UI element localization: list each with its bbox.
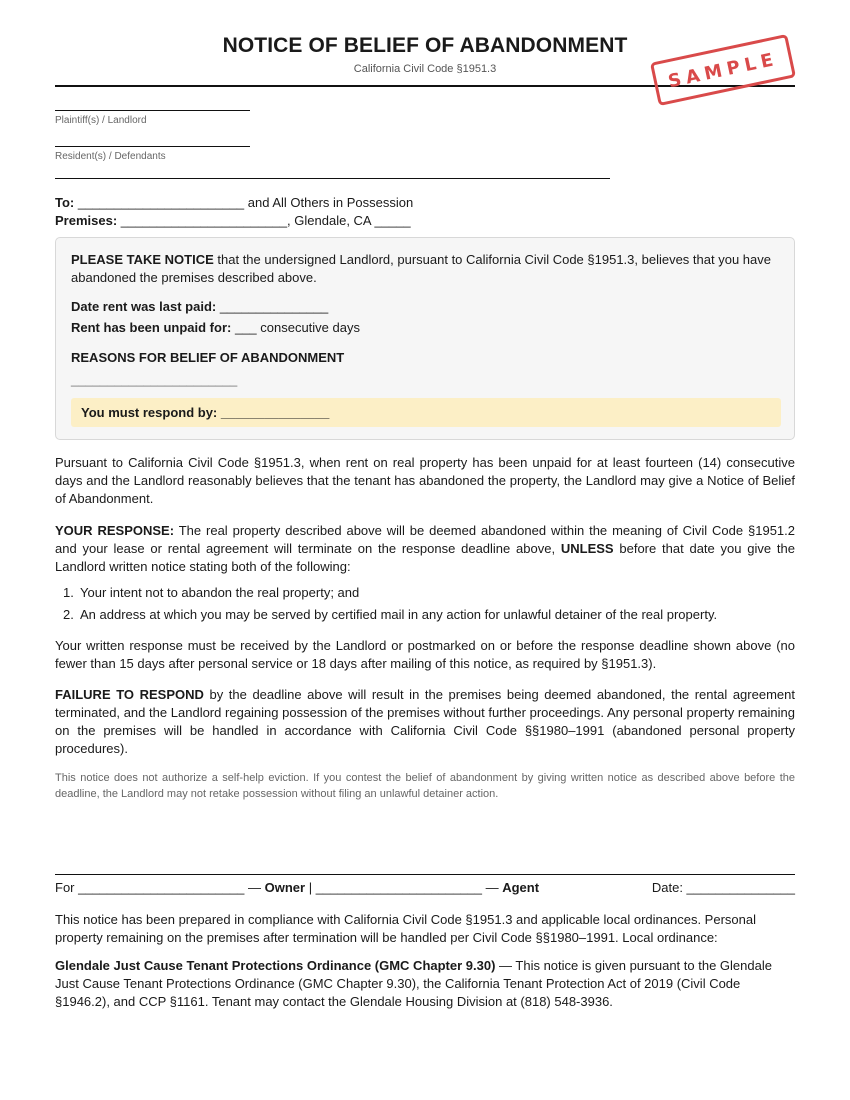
premises-value: _______________________, Glendale, CA _____: [117, 213, 411, 228]
intro-paragraph: Pursuant to California Civil Code §1951.3, when rent on real property has been unpaid for at least fourteen (14) consecutive days and the Landlord reasonably believes that the tenant has abandoned the property, the Landlord may give a Notice of Belief of Abandonment.: [55, 455, 795, 506]
your-response-bold: YOUR RESPONSE:: [55, 523, 175, 538]
plaintiff-line: [55, 110, 250, 111]
ordinance-text: — This notice is given pursuant to the Glendale Just Cause Tenant Protections Ordinance (GMC Chapter 9.30), the California Tenant Protection Act of 2019 (Civil Code §1946.2), and CCP §1161. Tenant may contact the Glendale Housing Division at (818) 548-3936.: [55, 958, 772, 1009]
list-item-text: Your intent not to abandon the real property; and: [80, 585, 360, 600]
failure-text: by the deadline above will result in the premises being deemed abandoned, the rental agreement terminated, and the Landlord regaining possession of the premises without further proceedings. Any personal property remaining on the premises will be handled in accordance with California Civil Code §§1980–1991 (abandoned personal property procedures).: [55, 687, 795, 756]
list-item-text: An address at which you may be served by certified mail in any action for unlawful detainer of the real property.: [80, 607, 718, 622]
reasons-heading: REASONS FOR BELIEF OF ABANDONMENT: [71, 350, 345, 365]
signature-date: Date: _______________: [651, 880, 795, 895]
signature-divider: [55, 874, 795, 875]
to-value: _______________________ and All Others in Possession: [74, 195, 414, 210]
premises-line: [55, 213, 411, 229]
date-last-paid: [71, 298, 781, 316]
signature-separator: | _______________________ —: [305, 880, 503, 895]
to-label: To:: [55, 195, 75, 210]
response-requirements-list: [55, 584, 795, 628]
list-item: [55, 584, 795, 602]
respond-by-banner: You must respond by: _______________: [71, 398, 781, 427]
ordinance-paragraph: [55, 957, 795, 1011]
caption-divider: [55, 178, 610, 179]
rent-unpaid-value: ___ consecutive days: [231, 320, 360, 335]
disclaimer-note: This notice does not authorize a self-help eviction. If you contest the belief of abandonment by giving written notice as described above before the deadline, the Landlord may not retake possession without filing an unlawful detainer action.: [55, 772, 795, 800]
please-take-notice: [71, 251, 781, 287]
notice-box: [55, 237, 795, 440]
signature-agent: Agent: [502, 880, 540, 895]
signature-for: For _______________________ —: [55, 880, 265, 895]
written-response-paragraph: Your written response must be received by the Landlord or postmarked on or before the response deadline shown above (no fewer than 15 days after personal service or 18 days after mailing of this notice, as required by §1951.3).: [55, 638, 795, 671]
resident-label: Resident(s) / Defendants: [55, 151, 166, 162]
page-title: NOTICE OF BELIEF OF ABANDONMENT: [222, 34, 628, 57]
date-last-paid-blank: _______________: [216, 299, 329, 314]
signature-owner: Owner: [264, 880, 306, 895]
your-response-paragraph: [55, 522, 795, 576]
failure-bold: FAILURE TO RESPOND: [55, 687, 204, 702]
your-response-text-2: before that date you give the Landlord written notice stating both of the following:: [55, 541, 795, 574]
reasons-blank: _______________________: [71, 372, 238, 387]
your-response-text-1: The real property described above will be deemed abandoned within the meaning of Civil Code §1951.2 and your lease or rental agreement will terminate on the response deadline above,: [55, 523, 796, 556]
page-subtitle: California Civil Code §1951.3: [353, 63, 497, 75]
unless-bold: UNLESS: [560, 541, 614, 556]
plaintiff-label: Plaintiff(s) / Landlord: [55, 115, 147, 126]
compliance-paragraph: This notice has been prepared in compliance with California Civil Code §1951.3 and applicable local ordinances. Personal property remaining on the premises after termination will be handled per Civil Code §§1980–1991. Local ordinance:: [55, 912, 756, 945]
list-item-number: 1.: [63, 585, 74, 600]
failure-to-respond-paragraph: [55, 686, 795, 758]
sample-stamp-text: SAMPLE: [666, 48, 780, 92]
plaintiff-field: [55, 110, 250, 127]
list-item: [55, 606, 795, 624]
please-bold: PLEASE TAKE NOTICE: [71, 252, 214, 267]
rent-unpaid-label: Rent has been unpaid for:: [71, 320, 232, 335]
ordinance-bold: Glendale Just Cause Tenant Protections Ordinance (GMC Chapter 9.30): [55, 958, 496, 973]
please-text: that the undersigned Landlord, pursuant to California Civil Code §1951.3, believes that you have abandoned the premises described above.: [71, 252, 771, 285]
resident-field: [55, 146, 250, 163]
signature-line: [55, 880, 795, 896]
to-line: [55, 195, 413, 211]
premises-label: Premises:: [55, 213, 118, 228]
date-last-paid-label: Date rent was last paid:: [71, 299, 217, 314]
list-item-number: 2.: [63, 607, 74, 622]
resident-line: [55, 146, 250, 147]
rent-unpaid: [71, 319, 781, 337]
